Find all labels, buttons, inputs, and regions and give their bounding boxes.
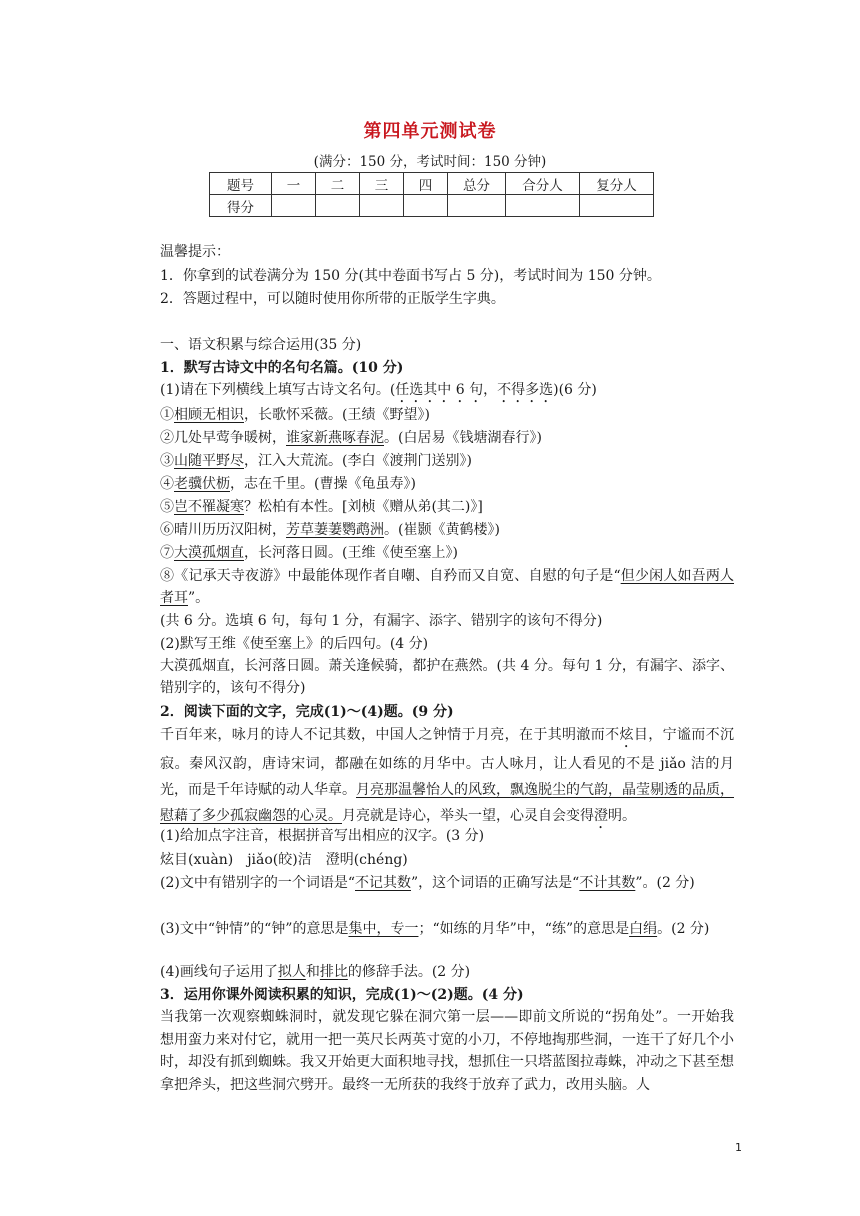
table-row <box>210 195 654 217</box>
answer-line <box>160 497 483 517</box>
text: )(6 分) <box>553 382 597 398</box>
answer-text: 炫目(xuàn) jiǎo(皎)洁 澄明(chéng) <box>160 852 408 868</box>
reading-passage: 当我第一次观察蜘蛛洞时，就发现它躲在洞穴第一层——即前文所说的“拐角处”。一开始我想用蛮力来对付它，就用一把一英尺长两英寸宽的小刀，不停地掏那些洞，一连干了好几个小时，却没有抓到蜘蛛。我又开始更大面积地寻找，想抓住一只塔蓝图拉毒蛛，冲动之下甚至想拿把斧头，把这些洞穴劈开。最终一无所获的我终于放弃了武力，改用头脑。人 <box>160 1009 734 1093</box>
text: (3)文中“钟情”的“钟”的意思是 <box>160 921 349 937</box>
score-table <box>209 172 654 217</box>
text: 。(白居易《钱塘湖春行》) <box>384 430 542 446</box>
reading-passage <box>160 722 734 832</box>
table-row <box>210 173 654 195</box>
answer-text: 山随平野尽 <box>174 453 244 469</box>
item-number: ③ <box>160 453 174 469</box>
text: ，志在千里。(曹操《龟虽寿》) <box>230 476 416 492</box>
answer-text: 不记其数 <box>355 875 411 891</box>
tip-item: 2．答题过程中，可以随时使用你所带的正版学生字典。 <box>160 291 505 307</box>
table-cell: 总分 <box>448 173 506 195</box>
answer-text: 排比 <box>319 964 348 980</box>
table-cell: 复分人 <box>580 173 654 195</box>
text: (1)请在下列横线上填写古诗文名句。( <box>160 382 396 398</box>
answer-text: 相顾无相识 <box>174 407 244 423</box>
answer-text: 老骥伏枥 <box>174 476 230 492</box>
table-cell: 题号 <box>210 173 272 195</box>
text: ？松柏有本性。[刘桢《赠从弟(其二)》] <box>244 499 483 515</box>
text: ⑧《记承天寺夜游》中最能体现作者自嘲、自矜而又自宽、自慰的句子是“ <box>160 568 621 584</box>
question-text: 1．默写古诗文中的名句名篇。(10 分) <box>160 360 404 376</box>
text: ”。(2 分) <box>635 875 695 891</box>
text: ，长歌怀采薇。(王绩《野望》) <box>244 407 430 423</box>
answer-line-8 <box>160 565 734 609</box>
answer-text: 不计其数 <box>579 875 636 891</box>
question-text: 3．运用你课外阅读积累的知识，完成(1)～(2)题。(4 分) <box>160 987 524 1003</box>
text: 的修辞手法。(2 分) <box>347 964 471 980</box>
sub-question <box>160 962 470 982</box>
answer-line <box>160 428 542 448</box>
table-cell: 二 <box>316 173 360 195</box>
answer-text: 但少闲人如吾两人者耳 <box>160 568 735 606</box>
text: 晴川历历汉阳树， <box>174 522 286 538</box>
section-heading: 一、语文积累与综合运用(35 分) <box>160 337 362 353</box>
sub-question <box>160 918 734 941</box>
emphasis-text: 炫 <box>619 727 634 743</box>
item-number: ② <box>160 430 174 446</box>
emphasis-text: 任选其中 6 句，不得多选 <box>395 382 554 398</box>
answer-text: 大漠孤烟直 <box>174 545 244 561</box>
answer-text: 芳草萋萋鹦鹉洲 <box>286 522 384 538</box>
question-stem <box>160 702 454 722</box>
text: 几处早莺争暖树， <box>174 430 286 446</box>
tip-item: 1．你拿到的试卷满分为 150 分(其中卷面书写占 5 分)，考试时间为 150 分钟。 <box>160 268 661 284</box>
score-input-cell[interactable] <box>580 195 654 217</box>
text: 和 <box>305 964 320 980</box>
answer-line <box>160 543 458 563</box>
text: 目，宁谧而不沉寂。秦风汉韵，唐诗宋词，都融在如练的月华中。古人咏月，让人看见的不是 jiǎo 洁的月光，而是千年诗赋的动人华章。 <box>160 727 735 798</box>
score-input-cell[interactable] <box>272 195 316 217</box>
sub-question: (2)默写王维《使至塞上》的后四句。(4 分) <box>160 636 429 652</box>
item-number: ⑥ <box>160 522 174 538</box>
underlined-sentence: 月亮那温馨怡人的风致，飘逸脱尘的气韵，晶莹剔透的品质，慰藉了多少孤寂幽怨的心灵。 <box>160 782 734 824</box>
score-input-cell[interactable] <box>404 195 448 217</box>
text: 明。 <box>608 808 636 824</box>
page-title: 第四单元测试卷 <box>363 121 497 142</box>
answer-text: 集中，专一 <box>348 921 419 937</box>
item-number: ⑦ <box>160 545 174 561</box>
question-stem <box>160 358 403 378</box>
answer-paragraph: 大漠孤烟直，长河落日圆。萧关逢候骑，都护在燕然。(共 4 分。每句 1 分，有漏字、添字、错别字的，该句不得分) <box>160 658 734 696</box>
emphasis-text: 澄 <box>594 808 608 824</box>
text: ；“如练的月华”中，“练”的意思是 <box>418 921 630 937</box>
sub-question <box>160 380 597 406</box>
text: (4)画线句子运用了 <box>160 964 278 980</box>
score-input-cell[interactable] <box>448 195 506 217</box>
score-note: (共 6 分。选填 6 句，每句 1 分，有漏字、添字、错别字的该句不得分) <box>160 613 603 629</box>
answer-line <box>160 520 500 540</box>
text: 。(2 分) <box>657 921 710 937</box>
text: 。(崔颢《黄鹤楼》) <box>384 522 500 538</box>
score-input-cell[interactable] <box>360 195 404 217</box>
answer-text: 谁家新燕啄春泥 <box>286 430 384 446</box>
text: ”。 <box>188 590 210 606</box>
text: ，长河落日圆。(王维《使至塞上》) <box>244 545 458 561</box>
answer-line <box>160 474 416 494</box>
table-cell: 得分 <box>210 195 272 217</box>
item-number: ⑤ <box>160 499 174 515</box>
text: ”，这个词语的正确写法是“ <box>411 875 580 891</box>
page-number: 1 <box>735 1141 742 1154</box>
exam-info: (满分：150 分，考试时间：150 分钟) <box>313 154 547 170</box>
answer-line <box>160 451 472 471</box>
text: 月亮就是诗心，举头一望，心灵自会变得 <box>342 808 594 824</box>
question-text: 2．阅读下面的文字，完成(1)～(4)题。(9 分) <box>160 704 454 720</box>
answer-text: 岂不罹凝寒 <box>174 499 244 515</box>
answer-text: 白绢 <box>629 921 658 937</box>
tips-heading: 温馨提示： <box>160 244 230 260</box>
question-stem <box>160 985 524 1005</box>
score-input-cell[interactable] <box>506 195 580 217</box>
answer-text: 拟人 <box>277 964 306 980</box>
table-cell: 合分人 <box>506 173 580 195</box>
table-cell: 一 <box>272 173 316 195</box>
score-input-cell[interactable] <box>316 195 360 217</box>
text: (2)文中有错别字的一个词语是“ <box>160 875 355 891</box>
item-number: ① <box>160 407 174 423</box>
sub-question: (1)给加点字注音，根据拼音写出相应的汉字。(3 分) <box>160 828 485 844</box>
table-cell: 四 <box>404 173 448 195</box>
text: ，江入大荒流。(李白《渡荆门送别》) <box>244 453 472 469</box>
table-cell: 三 <box>360 173 404 195</box>
item-number: ④ <box>160 476 174 492</box>
answer-line <box>160 405 430 425</box>
text: 千百年来，咏月的诗人不记其数，中国人之钟情于月亮，在于其明澈而不 <box>160 727 620 743</box>
sub-question <box>160 872 734 895</box>
